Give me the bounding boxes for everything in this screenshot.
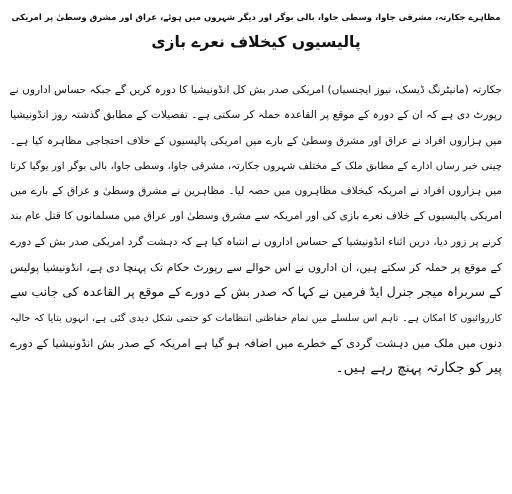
headline-line-1: مظاہرے جکارتہ، مشرقی جاوا، وسطی جاوا، بالی بوگر اور دیگر شہروں میں ہوئے، عراق اور مشرق وسطیٰ پر امریکی [11,13,501,23]
body-line: دنوں میں ملک میں دہشت گردی کے خطرے میں اضافہ ہو گیا ہے امریکہ کے صدر بش انڈونیشیا کے دورے [10,335,502,350]
article-body [10,78,502,382]
body-line: میں ہزاروں افراد نے امریکہ کیخلاف مظاہروں میں حصہ لیا۔ مظاہرین نے مشرق وسطیٰ و عراق کے بارے میں [10,185,502,198]
body-line: پیر کو جکارتہ پہنچ رہے ہیں۔ [335,360,502,377]
body-line: کے سربراہ میجر جنرل ایڈ فرمین نے کہا کہ صدر بش کے دورے کے موقع پر القاعدہ کی جانب سے [10,285,502,300]
body-line: چینی خبر رساں ادارے کے مطابق ملک کے مختلف شہروں جکارتہ، مشرقی جاوا، وسطی جاوا، بالی بوگر اور یوگیا کرتا [10,160,502,172]
body-line: کرنے پر زور دیا، دریں اثناء انڈونیشیا کے حساس اداروں نے انتباہ کیا ہے کہ دہشت گرد امریکی صدر بش کے دورے [10,235,502,248]
article-headline [10,6,502,54]
body-line: میں ہزاروں افراد نے عراق اور مشرق وسطیٰ کے بارے میں امریکی پالیسیوں کے خلاف احتجاجی مظاہرہ کیا ہے۔ [10,134,502,147]
body-line: رپورٹ دی ہے کہ ان کے دورہ کے موقع پر القاعدہ حملہ کر سکتی ہے۔ تفصیلات کے مطابق گذشتہ روز انڈونیشیا [10,109,502,122]
body-line: امریکی پالیسیوں کے خلاف نعرے بازی کی اور امریکہ سے مشرق وسطیٰ اور عراق میں مسلمانوں کا قتل عام بند [10,210,502,223]
body-line: جکارتہ (مانیٹرنگ ڈیسک، نیوز ایجنسیاں) امریکی صدر بش کل انڈونیشیا کا دورہ کریں گے جبکہ حساس اداروں نے [10,84,502,96]
body-line: کے موقع پر حملہ کر سکتے ہیں، ان اداروں نے اس حوالے سے رپورٹ حکام تک پہنچا دی ہے، انڈونیشیا پولیس [10,261,502,275]
body-line: کارروائیوں کا امکان ہے۔ تاہم اس سلسلے میں تمام حفاظتی انتظامات کو حتمی شکل دیدی گئی ہے، انہوں بتایا کہ حالیہ [10,312,502,324]
headline-line-2: پالیسیوں کیخلاف نعرے بازی [151,33,361,51]
